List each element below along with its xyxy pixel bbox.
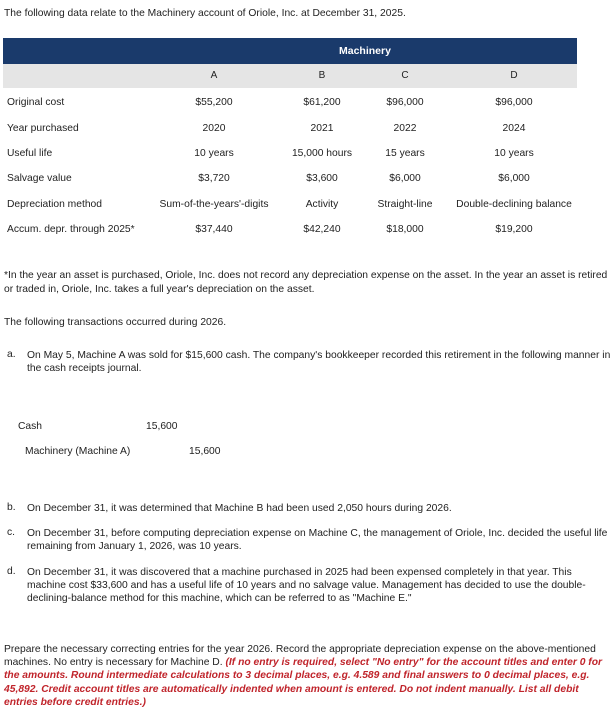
table-cell: $6,000 [498,173,530,184]
item-marker: b. [7,502,16,513]
journal-debit-amount: 15,600 [146,421,178,432]
row-label: Useful life [7,148,53,159]
table-cell: $3,720 [198,173,230,184]
journal-entry [0,415,613,465]
table-cell: 10 years [194,148,234,159]
item-text: On May 5, Machine A was sold for $15,600 cash. The company's bookkeeper recorded this retirement in the following manner in the cash receipts journal. [27,350,611,374]
table-cell: 15 years [385,148,425,159]
item-marker: a. [7,349,16,360]
table-cell: $37,440 [195,224,233,235]
column-header-d: D [510,70,518,81]
journal-debit-account: Cash [18,421,43,432]
intro-text: The following data relate to the Machinery account of Oriole, Inc. at December 31, 2025. [4,8,406,19]
table-cell: 2022 [393,123,417,134]
table-cell: 2020 [202,123,226,134]
table-cell: $18,000 [386,224,424,235]
table-cell: $61,200 [303,97,341,108]
table-cell: $3,600 [306,173,338,184]
instruction-note: (If no entry is required, select "No entry" for the account titles and enter 0 for the amounts. Round intermediate calculations to 3 decimal places, e.g. 4.589 and final answers to 0 decimal places, e.g. 45,892. Credit account titles are automatically indented when amount is entered. Do not indent manually. List all debit entries before credit entries.) [4,657,603,708]
row-label: Depreciation method [7,199,103,210]
journal-credit-amount: 15,600 [189,446,221,457]
table-cell: $96,000 [386,97,424,108]
transaction-item-c [4,527,612,555]
transaction-item-a [4,349,612,379]
footnote: *In the year an asset is purchased, Oriole, Inc. does not record any depreciation expense on the asset. In the year an asset is retired or traded in, Oriole, Inc. takes a full year's depreciation on the asset. [4,270,608,295]
machinery-table-body [0,0,613,240]
table-cell: Activity [305,199,339,210]
item-marker: d. [7,566,16,577]
column-header-b: B [318,70,326,81]
table-cell: 2021 [310,123,334,134]
transactions-intro: The following transactions occurred during 2026. [4,317,227,328]
transaction-item-b [4,502,612,516]
item-marker: c. [7,527,16,538]
prepare-text: Prepare the necessary correcting entries for the year 2026. Record the appropriate depreciation expense on the above-mentioned machines. No entry is necessary for Machine D. [4,644,596,669]
table-cell: $42,240 [303,224,341,235]
table-cell: 15,000 hours [291,148,353,159]
row-label: Year purchased [7,123,79,134]
table-cell: $19,200 [495,224,533,235]
table-cell: $96,000 [495,97,533,108]
prepare-instructions [4,643,610,709]
row-label: Salvage value [7,173,72,184]
table-cell: 10 years [494,148,534,159]
column-header-c: C [401,70,409,81]
table-cell: $55,200 [195,97,233,108]
transaction-item-d [4,566,612,608]
row-label: Original cost [7,97,65,108]
column-header-a: A [210,70,218,81]
item-text: On December 31, it was determined that Machine B had been used 2,050 hours during 2026. [27,503,452,514]
table-cell: Sum-of-the-years'-digits [159,199,269,210]
item-text: On December 31, before computing depreciation expense on Machine C, the management of Oriole, Inc. decided the useful life remaining from January 1, 2026, was 10 years. [27,528,608,552]
table-cell: Straight-line [377,199,433,210]
table-cell: Double-declining balance [456,199,572,210]
item-text: On December 31, it was discovered that a machine purchased in 2025 had been expensed completely in that year. This machine cost $33,600 and has a useful life of 10 years and no salvage value. Management has decided to use the double-declining-balance method for this machine, which can be referred to as "Machine E." [27,567,586,604]
row-label: Accum. depr. through 2025* [7,224,135,235]
table-title: Machinery [339,45,391,57]
journal-credit-account: Machinery (Machine A) [25,446,131,457]
table-cell: 2024 [502,123,526,134]
table-cell: $6,000 [389,173,421,184]
